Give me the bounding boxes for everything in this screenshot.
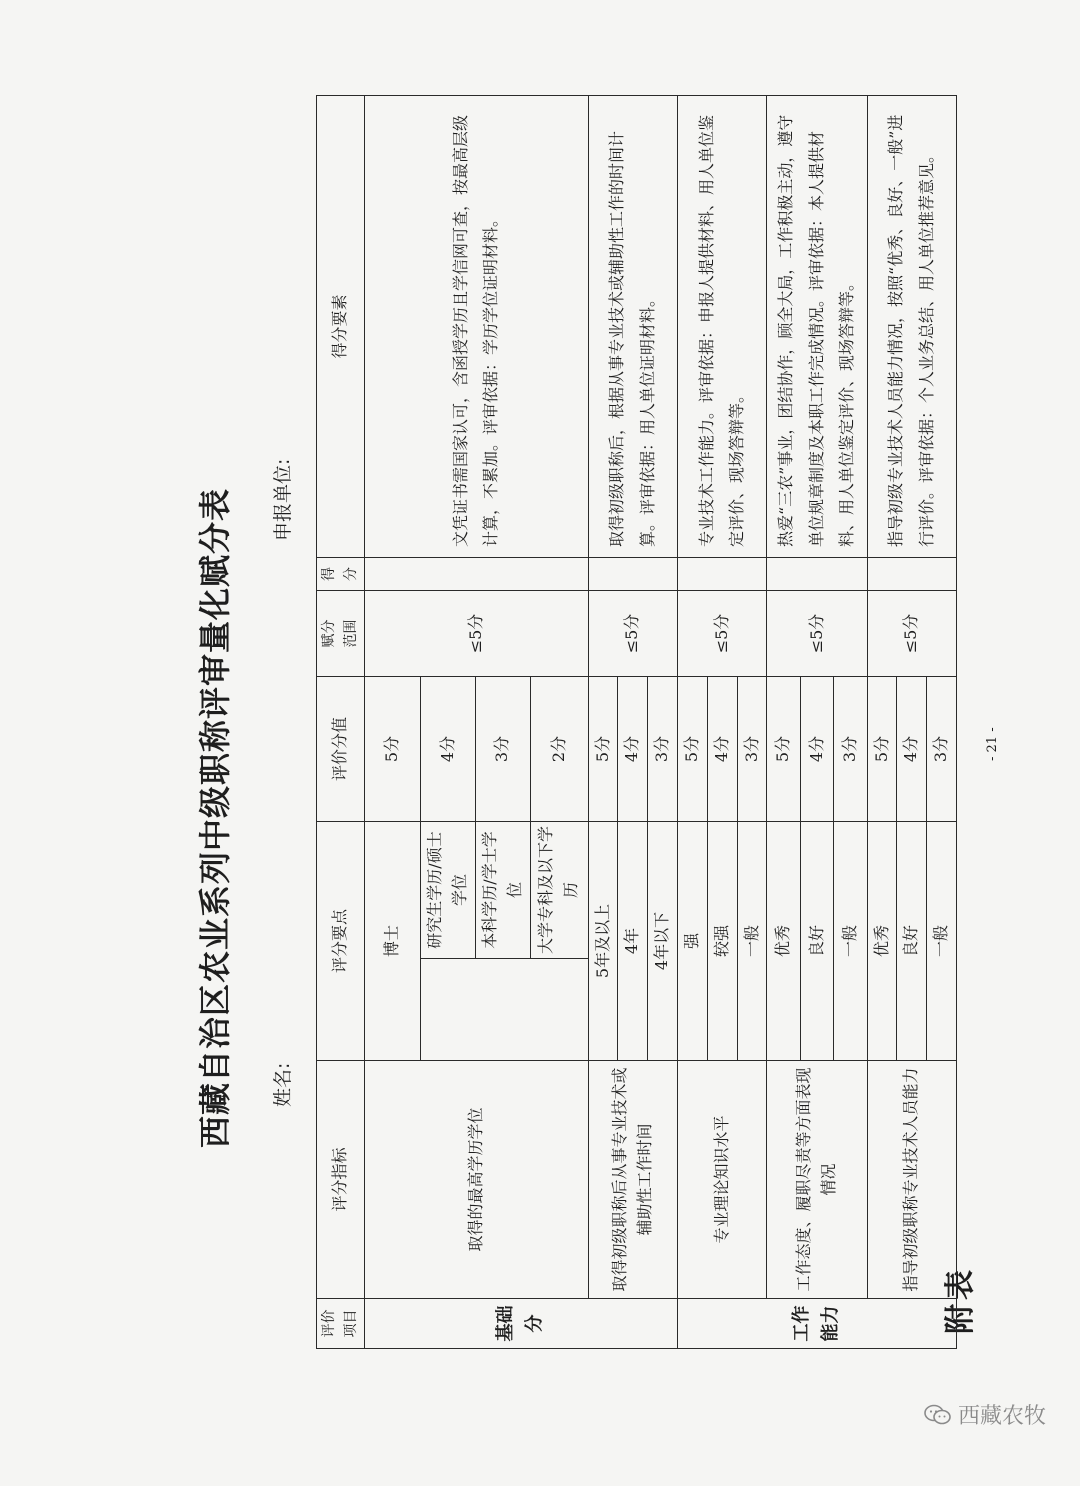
requirement-attitude: 热爱“三农”事业，团结协作，顾全大局，工作积极主动，遵守单位规章制度及本职工作完成情况。评审依据：本人提供材料、用人单位鉴定评价、现场答辩等。 (767, 95, 867, 557)
scoring-table (316, 95, 957, 1349)
value-cell: 4分 (707, 676, 737, 821)
category-basic: 基础分 (365, 1299, 678, 1349)
range-guide: ≤5分 (867, 590, 956, 676)
category-work: 工作能力 (677, 1299, 956, 1349)
point-cell: 较强 (707, 821, 737, 1060)
score-cell (867, 557, 956, 590)
requirement-theory: 专业技术工作能力。评审依据：申报人提供材料、用人单位鉴定评价、现场答辩等。 (677, 95, 766, 557)
value-cell: 3分 (927, 676, 957, 821)
value-cell: 5分 (588, 676, 618, 821)
value-cell: 3分 (834, 676, 867, 821)
name-label: 姓名: (272, 1062, 294, 1107)
header-indicator: 评分指标 (317, 1061, 365, 1299)
value-cell: 3分 (737, 676, 767, 821)
point-cell: 良好 (800, 821, 833, 1060)
value-cell: 5分 (867, 676, 897, 821)
point-cell: 博士 (365, 821, 421, 1060)
range-attitude: ≤5分 (767, 590, 867, 676)
watermark (924, 1399, 1046, 1430)
value-cell: 4分 (618, 676, 648, 821)
indicator-education: 取得的最高学历学位 (365, 1061, 588, 1299)
value-cell: 5分 (365, 676, 421, 821)
indicator-theory: 专业理论知识水平 (677, 1061, 766, 1299)
value-cell: 5分 (767, 676, 800, 821)
value-cell: 3分 (648, 676, 678, 821)
indicator-guide: 指导初级职称专业技术人员能力 (867, 1061, 956, 1299)
point-cell: 5年及以上 (588, 821, 618, 1060)
score-cell (588, 557, 677, 590)
range-years: ≤5分 (588, 590, 677, 676)
requirement-education: 文凭证书需国家认可，含函授学历且学信网可查，按最高层级计算，不累加。评审依据：学历学位证明材料。 (365, 95, 588, 557)
header-value: 评价分值 (317, 676, 365, 821)
table-row (867, 95, 897, 1348)
value-cell: 2分 (530, 676, 588, 821)
point-cell: 大学专科及以下学历 (530, 821, 588, 958)
unit-label: 申报单位: (272, 458, 294, 541)
score-cell (767, 557, 867, 590)
range-theory: ≤5分 (677, 590, 766, 676)
requirement-guide: 指导初级专业技术人员能力情况，按照“优秀、良好、一般”进行评价。评审依据：个人业务总结、用人单位推荐意见。 (867, 95, 956, 557)
header-project: 评价 项目 (317, 1299, 365, 1349)
value-cell: 4分 (800, 676, 833, 821)
point-spacer (421, 959, 588, 1061)
value-cell: 3分 (475, 676, 530, 821)
attachment-label: 附表 (943, 1266, 978, 1334)
point-cell: 本科学历/学士学位 (475, 821, 530, 958)
page-number: - 21 - (985, 727, 1000, 761)
range-education: ≤5分 (365, 590, 588, 676)
table-row (588, 95, 618, 1348)
header-requirements: 得分要素 (317, 95, 365, 557)
score-cell (677, 557, 766, 590)
point-cell: 一般 (737, 821, 767, 1060)
header-points: 评分要点 (317, 821, 365, 1060)
value-cell: 4分 (421, 676, 476, 821)
chat-bubbles-icon (924, 1403, 952, 1427)
table-row (365, 95, 421, 1348)
point-cell: 一般 (927, 821, 957, 1060)
document-title: 西藏自治区农业系列中级职称评审量化赋分表 (196, 487, 234, 1148)
header-score: 得 分 (317, 557, 365, 590)
watermark-text: 西藏农牧 (957, 1404, 1046, 1429)
table-row (677, 95, 707, 1348)
point-cell: 4年 (618, 821, 648, 1060)
value-cell: 4分 (897, 676, 927, 821)
indicator-years: 取得初级职称后从事专业技术或辅助性工作时间 (588, 1061, 677, 1299)
point-cell: 良好 (897, 821, 927, 1060)
point-cell: 强 (677, 821, 707, 1060)
indicator-attitude: 工作态度、履职尽责等方面表现情况 (767, 1061, 867, 1299)
point-cell: 4年以下 (648, 821, 678, 1060)
score-cell (365, 557, 588, 590)
value-cell: 5分 (677, 676, 707, 821)
table-row (767, 95, 800, 1348)
requirement-years: 取得初级职称后，根据从事专业技术或辅助性工作的时间计算。评审依据：用人单位证明材料。 (588, 95, 677, 557)
header-row (317, 95, 365, 1348)
point-cell: 优秀 (867, 821, 897, 1060)
point-cell: 优秀 (767, 821, 800, 1060)
point-cell: 一般 (834, 821, 867, 1060)
point-cell: 研究生学历/硕士学位 (421, 821, 476, 958)
header-range: 赋分 范围 (317, 590, 365, 676)
